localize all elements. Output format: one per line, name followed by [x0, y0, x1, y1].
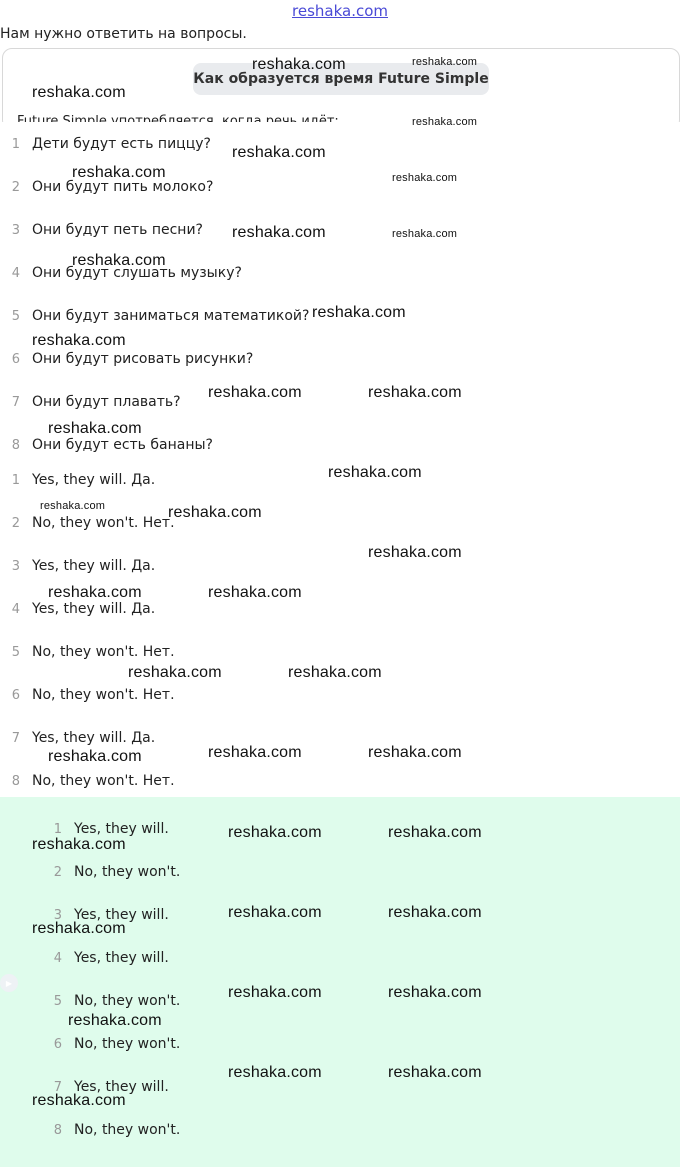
- translation-text: Yes, they will. Да.: [32, 472, 156, 488]
- answer-row: [0, 1032, 180, 1056]
- watermark: reshaka.com: [48, 748, 142, 765]
- translation-row: [0, 640, 175, 664]
- exercise-list: [0, 122, 680, 797]
- watermark: reshaka.com: [228, 904, 322, 921]
- question-row: [0, 218, 203, 242]
- watermark: reshaka.com: [388, 904, 482, 921]
- watermark: reshaka.com: [368, 544, 462, 561]
- translation-row: [0, 511, 175, 535]
- translation-number: 4: [11, 601, 20, 617]
- answer-row: [0, 946, 169, 970]
- translation-number: 5: [11, 644, 20, 660]
- watermark: reshaka.com: [228, 984, 322, 1001]
- question-text: Они будут петь песни?: [32, 222, 203, 238]
- watermark: reshaka.com: [368, 744, 462, 761]
- watermark: reshaka.com: [288, 664, 382, 681]
- question-row: [0, 390, 181, 414]
- question-text: Они будут рисовать рисунки?: [32, 351, 254, 367]
- question-text: Дети будут есть пиццу?: [32, 136, 211, 152]
- translation-row: [0, 468, 155, 492]
- card-title[interactable]: Как образуется время Future Simple: [193, 63, 489, 95]
- question-number: 5: [11, 308, 20, 324]
- translation-text: Yes, they will. Да.: [32, 558, 156, 574]
- translation-text: Yes, they will. Да.: [32, 601, 156, 617]
- watermark: reshaka.com: [368, 384, 462, 401]
- watermark: reshaka.com: [228, 1064, 322, 1081]
- watermark: reshaka.com: [228, 824, 322, 841]
- translation-row: [0, 726, 155, 750]
- translation-number: 3: [11, 558, 20, 574]
- answer-text: No, they won't.: [74, 864, 181, 880]
- translation-number: 1: [11, 472, 20, 488]
- translation-text: No, they won't. Нет.: [32, 773, 175, 789]
- watermark: reshaka.com: [68, 1012, 162, 1029]
- site-link[interactable]: reshaka.com: [292, 2, 388, 20]
- watermark: reshaka.com: [32, 920, 126, 937]
- question-text: Они будут пить молоко?: [32, 179, 214, 195]
- question-row: [0, 304, 309, 328]
- translation-row: [0, 554, 155, 578]
- watermark: reshaka.com: [388, 1064, 482, 1081]
- question-text: Они будут есть бананы?: [32, 437, 213, 453]
- watermark: reshaka.com: [412, 56, 478, 68]
- question-text: Они будут плавать?: [32, 394, 181, 410]
- watermark: reshaka.com: [72, 164, 166, 181]
- watermark: reshaka.com: [32, 1092, 126, 1109]
- answer-text: Yes, they will.: [74, 1079, 169, 1095]
- watermark: reshaka.com: [48, 420, 142, 437]
- watermark: reshaka.com: [32, 836, 126, 853]
- question-row: [0, 347, 253, 371]
- answer-text: No, they won't.: [74, 1122, 181, 1138]
- question-number: 4: [11, 265, 20, 281]
- answer-number: 7: [53, 1079, 62, 1095]
- question-number: 1: [11, 136, 20, 152]
- watermark: reshaka.com: [32, 332, 126, 349]
- translation-row: [0, 683, 175, 707]
- watermark: reshaka.com: [208, 584, 302, 601]
- intro-text: Нам нужно ответить на вопросы.: [0, 26, 247, 42]
- watermark: reshaka.com: [412, 116, 478, 128]
- translation-text: No, they won't. Нет.: [32, 644, 175, 660]
- answer-text: No, they won't.: [74, 1036, 181, 1052]
- translation-text: Yes, they will. Да.: [32, 730, 156, 746]
- answer-number: 8: [53, 1122, 62, 1138]
- question-row: [0, 132, 211, 156]
- answer-number: 6: [53, 1036, 62, 1052]
- watermark: reshaka.com: [328, 464, 422, 481]
- watermark: reshaka.com: [72, 252, 166, 269]
- watermark: reshaka.com: [232, 144, 326, 161]
- answer-text: Yes, they will.: [74, 907, 169, 923]
- question-number: 6: [11, 351, 20, 367]
- question-text: Они будут заниматься математикой?: [32, 308, 310, 324]
- answer-row: [0, 989, 180, 1013]
- watermark: reshaka.com: [40, 500, 106, 512]
- watermark: reshaka.com: [232, 224, 326, 241]
- translation-number: 6: [11, 687, 20, 703]
- watermark: reshaka.com: [208, 744, 302, 761]
- translation-number: 8: [11, 773, 20, 789]
- translation-number: 7: [11, 730, 20, 746]
- answer-row: [0, 860, 180, 884]
- watermark: reshaka.com: [32, 84, 126, 101]
- watermark: reshaka.com: [208, 384, 302, 401]
- watermark: reshaka.com: [392, 228, 458, 240]
- question-number: 2: [11, 179, 20, 195]
- answer-text: Yes, they will.: [74, 950, 169, 966]
- watermark: reshaka.com: [252, 56, 346, 73]
- watermark: reshaka.com: [48, 584, 142, 601]
- watermark: reshaka.com: [312, 304, 406, 321]
- answer-row: [0, 1118, 180, 1142]
- answer-number: 5: [53, 993, 62, 1009]
- question-number: 7: [11, 394, 20, 410]
- watermark: reshaka.com: [392, 172, 458, 184]
- watermark: reshaka.com: [168, 504, 262, 521]
- question-number: 8: [11, 437, 20, 453]
- translation-text: No, they won't. Нет.: [32, 515, 175, 531]
- question-number: 3: [11, 222, 20, 238]
- answer-text: Yes, they will.: [74, 821, 169, 837]
- answer-number: 1: [53, 821, 62, 837]
- play-icon[interactable]: ▶: [0, 974, 18, 992]
- watermark: reshaka.com: [128, 664, 222, 681]
- translation-number: 2: [11, 515, 20, 531]
- translation-row: [0, 769, 175, 793]
- watermark: reshaka.com: [388, 824, 482, 841]
- answer-number: 2: [53, 864, 62, 880]
- watermark: reshaka.com: [388, 984, 482, 1001]
- answer-number: 4: [53, 950, 62, 966]
- answer-text: No, they won't.: [74, 993, 181, 1009]
- answer-number: 3: [53, 907, 62, 923]
- translation-text: No, they won't. Нет.: [32, 687, 175, 703]
- question-text: Они будут слушать музыку?: [32, 265, 242, 281]
